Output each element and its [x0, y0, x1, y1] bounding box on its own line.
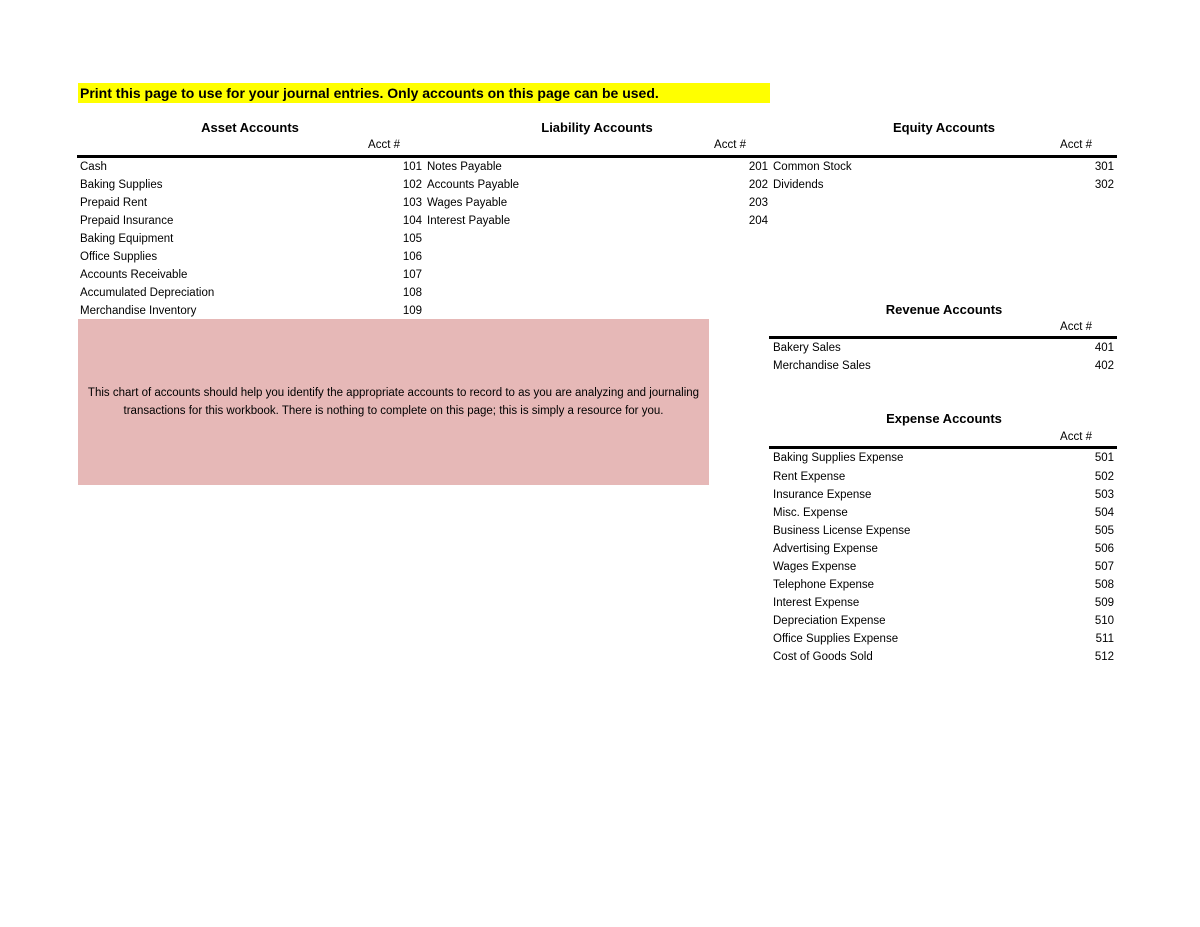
- asset-name: Accumulated Depreciation: [80, 287, 215, 299]
- expense-name: Business License Expense: [773, 525, 911, 537]
- expense-name: Rent Expense: [773, 471, 846, 483]
- expense-name: Wages Expense: [773, 561, 857, 573]
- asset-name: Prepaid Rent: [80, 197, 148, 209]
- asset-acct-label: Acct #: [368, 139, 400, 151]
- top-section-rule: [77, 155, 1117, 158]
- expense-name: Misc. Expense: [773, 507, 848, 519]
- equity-name: Dividends: [773, 179, 824, 191]
- revenue-num: 402: [1094, 360, 1114, 372]
- asset-name: Baking Equipment: [80, 233, 174, 245]
- expense-num: 512: [1094, 651, 1114, 663]
- note-text: This chart of accounts should help you identify the appropriate accounts to record to as you are analyzing and journaling transactions for this workbook. There is nothing to complete on this page; this is simply a resource for you.: [87, 387, 700, 417]
- expense-num: 502: [1094, 471, 1114, 483]
- expense-num: 507: [1094, 561, 1114, 573]
- equity-acct-label: Acct #: [1060, 139, 1092, 151]
- expense-num: 504: [1094, 507, 1114, 519]
- expense-num: 511: [1095, 633, 1114, 645]
- liability-acct-label: Acct #: [714, 139, 746, 151]
- asset-name: Cash: [80, 161, 107, 173]
- equity-num: 302: [1094, 179, 1114, 191]
- expense-name: Insurance Expense: [773, 489, 872, 501]
- expense-name: Interest Expense: [773, 597, 860, 609]
- asset-num: 108: [402, 287, 422, 299]
- liability-num: 204: [748, 215, 768, 227]
- expense-num: 503: [1094, 489, 1114, 501]
- liability-name: Accounts Payable: [427, 179, 520, 191]
- asset-num: 105: [402, 233, 422, 245]
- expense-accounts-title: Expense Accounts: [886, 411, 1002, 426]
- expense-num: 506: [1094, 543, 1114, 555]
- liability-num: 202: [748, 179, 768, 191]
- asset-num: 107: [402, 269, 422, 281]
- equity-name: Common Stock: [773, 161, 852, 173]
- equity-num: 301: [1094, 161, 1114, 173]
- expense-name: Cost of Goods Sold: [773, 651, 873, 663]
- asset-name: Prepaid Insurance: [80, 215, 174, 227]
- liability-name: Wages Payable: [427, 197, 508, 209]
- revenue-name: Merchandise Sales: [773, 360, 871, 372]
- revenue-accounts-title: Revenue Accounts: [885, 302, 1003, 317]
- revenue-name: Bakery Sales: [773, 342, 841, 354]
- liability-num: 203: [748, 197, 768, 209]
- asset-num: 106: [402, 251, 422, 263]
- expense-name: Telephone Expense: [773, 579, 875, 591]
- expense-num: 508: [1094, 579, 1114, 591]
- revenue-acct-label: Acct #: [1060, 321, 1092, 333]
- revenue-num: 401: [1094, 342, 1114, 354]
- asset-name: Accounts Receivable: [80, 269, 188, 281]
- asset-num: 109: [402, 305, 422, 317]
- equity-accounts-title: Equity Accounts: [892, 120, 996, 135]
- expense-rule: [769, 446, 1117, 449]
- expense-name: Depreciation Expense: [773, 615, 886, 627]
- asset-num: 102: [402, 179, 422, 191]
- expense-num: 501: [1094, 452, 1114, 464]
- liability-accounts-title: Liability Accounts: [541, 120, 653, 135]
- asset-name: Baking Supplies: [80, 179, 163, 191]
- expense-num: 509: [1094, 597, 1114, 609]
- asset-num: 104: [402, 215, 422, 227]
- asset-accounts-title: Asset Accounts: [201, 120, 299, 135]
- chart-of-accounts-note: [78, 319, 709, 485]
- expense-name: Baking Supplies Expense: [773, 452, 904, 464]
- expense-acct-label: Acct #: [1060, 431, 1092, 443]
- expense-name: Advertising Expense: [773, 543, 878, 555]
- liability-name: Interest Payable: [427, 215, 511, 227]
- revenue-rule: [769, 336, 1117, 339]
- expense-num: 510: [1094, 615, 1114, 627]
- print-instructions-banner: Print this page to use for your journal entries. Only accounts on this page can be used.: [78, 83, 770, 103]
- asset-num: 101: [402, 161, 422, 173]
- expense-name: Office Supplies Expense: [773, 633, 899, 645]
- liability-name: Notes Payable: [427, 161, 502, 173]
- expense-num: 505: [1094, 525, 1114, 537]
- asset-num: 103: [402, 197, 422, 209]
- asset-name: Merchandise Inventory: [80, 305, 197, 317]
- liability-num: 201: [748, 161, 768, 173]
- asset-name: Office Supplies: [80, 251, 158, 263]
